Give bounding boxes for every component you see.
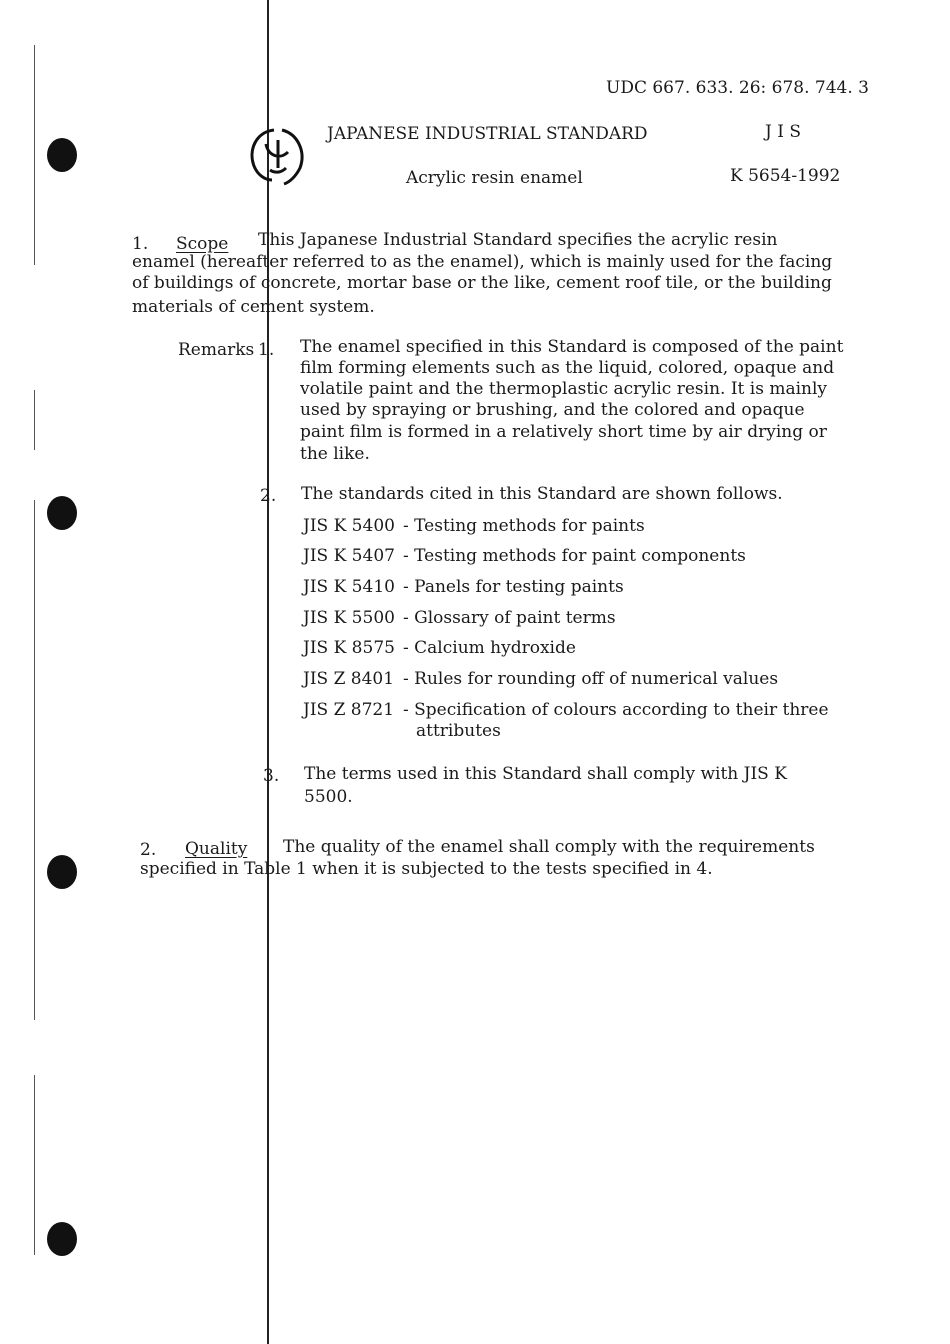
scope-line: of buildings of concrete, mortar base or the like, cement roof tile, or the building (132, 273, 832, 293)
punch-hole (47, 1222, 77, 1256)
jis-label: J I S (765, 122, 801, 142)
remark-line: 5500. (304, 787, 353, 807)
reference-code: JIS Z 8401 (303, 669, 395, 689)
reference-code: JIS K 5400 (303, 516, 395, 536)
reference-item (303, 638, 576, 658)
remark-intro: The standards cited in this Standard are shown follows. (301, 484, 783, 504)
section-number: 2. (140, 840, 157, 860)
reference-dash: - (403, 700, 415, 720)
remark-line: paint film is formed in a relatively short time by air drying or (300, 422, 827, 442)
scan-edge-mark (34, 45, 35, 265)
reference-title: Panels for testing paints (414, 577, 624, 597)
punch-hole (47, 855, 77, 889)
reference-title: Testing methods for paints (414, 516, 645, 536)
remark-number: 1. (258, 340, 275, 360)
reference-item (303, 546, 746, 566)
scan-vertical-line (267, 0, 269, 1344)
quality-line: The quality of the enamel shall comply with the requirements (283, 837, 815, 857)
scope-line: This Japanese Industrial Standard specifies the acrylic resin (258, 230, 778, 250)
section-number: 1. (132, 234, 149, 254)
reference-title: Glossary of paint terms (414, 608, 616, 628)
reference-title-continued: attributes (416, 721, 501, 741)
scan-edge-mark (34, 500, 35, 1020)
remark-number: 3. (263, 766, 280, 786)
reference-title: Testing methods for paint components (414, 546, 746, 566)
reference-dash: - (403, 608, 415, 628)
remark-line: used by spraying or brushing, and the colored and opaque (300, 400, 805, 420)
section-heading: Scope (176, 234, 229, 254)
remark-number: 2. (260, 486, 277, 506)
standard-name: JAPANESE INDUSTRIAL STANDARD (327, 124, 648, 144)
scope-line: materials of cement system. (132, 297, 375, 317)
reference-dash: - (403, 638, 415, 658)
reference-item (303, 700, 829, 720)
punch-hole (47, 138, 77, 172)
reference-title: Specification of colours according to their three (414, 700, 829, 720)
remark-line: The enamel specified in this Standard is composed of the paint (300, 337, 844, 357)
reference-code: JIS K 8575 (303, 638, 395, 658)
reference-item (303, 669, 778, 689)
reference-dash: - (403, 669, 415, 689)
reference-code: JIS K 5407 (303, 546, 395, 566)
scan-edge-mark (34, 1075, 35, 1255)
remark-line: the like. (300, 444, 370, 464)
udc-code: UDC 667. 633. 26: 678. 744. 3 (606, 78, 869, 98)
scan-edge-mark (34, 390, 35, 450)
remarks-label: Remarks (178, 340, 255, 360)
reference-code: JIS Z 8721 (303, 700, 395, 720)
reference-dash: - (403, 577, 415, 597)
remark-line: film forming elements such as the liquid, colored, opaque and (300, 358, 835, 378)
section-heading: Quality (185, 839, 248, 859)
scope-line: enamel (hereafter referred to as the enamel), which is mainly used for the facing (132, 252, 833, 272)
jis-mark-icon (246, 124, 310, 188)
reference-dash: - (403, 516, 415, 536)
reference-code: JIS K 5500 (303, 608, 395, 628)
document-title: Acrylic resin enamel (406, 168, 583, 188)
reference-code: JIS K 5410 (303, 577, 395, 597)
punch-hole (47, 496, 77, 530)
reference-item (303, 516, 645, 536)
reference-title: Rules for rounding off of numerical values (414, 669, 779, 689)
reference-item (303, 577, 624, 597)
reference-item (303, 608, 616, 628)
standard-number: K 5654-1992 (730, 166, 841, 186)
remark-line: The terms used in this Standard shall comply with JIS K (304, 764, 787, 784)
reference-title: Calcium hydroxide (414, 638, 576, 658)
quality-line: specified in Table 1 when it is subjected to the tests specified in 4. (140, 859, 713, 879)
reference-dash: - (403, 546, 415, 566)
remark-line: volatile paint and the thermoplastic acrylic resin. It is mainly (300, 379, 828, 399)
